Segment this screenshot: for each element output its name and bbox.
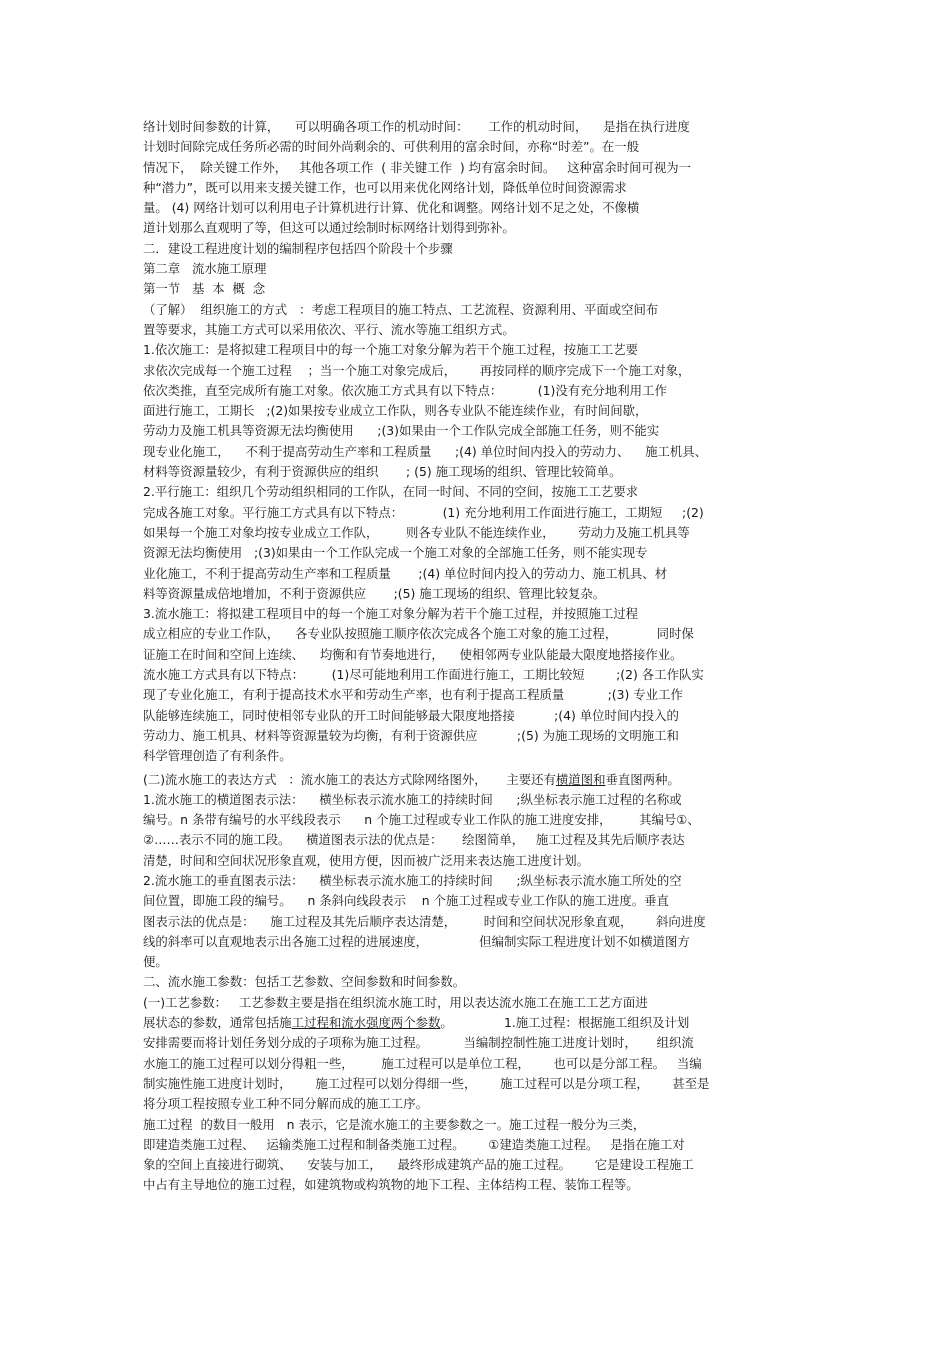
text-line: 求依次完成每一个施工过程 ；当一个施工对象完成后， 再按同样的顺序完成下一个施工对象， [143,362,691,378]
text-line: 即建造类施工过程、 运输类施工过程和制备类施工过程。 ①建造类施工过程。 是指在施工对 [143,1136,685,1152]
underlined-term: 横道图和 [555,771,606,787]
text-line: (一)工艺参数： 工艺参数主要是指在组织流水施工时，用以表达流水施工在施工工艺方面进 [143,994,648,1010]
text-segment: 垂直图两种 [605,771,668,787]
text-line: 材料等资源量较少，有利于资源供应的组织 ; (5) 施工现场的组织、管理比较简单。 [143,464,622,480]
text-line: 现专业化施工， 不利于提高劳动生产率和工程质量 ;(4) 单位时间内投入的劳动力、 施工机具、 [143,443,708,459]
text-line: 完成各施工对象。平行施工方式具有以下特点： (1) 充分地利用工作面进行施工，工期短 ;(2) [143,504,704,520]
text-line: 便。 [143,954,168,970]
text-line: 施工过程 的数目一般用 n 表示，它是流水施工的主要参数之一。施工过程一般分为三类， [143,1116,646,1132]
text-segment: 。 1.施工过程：根据施工组织及计划 [440,1015,690,1031]
text-line: 编号。n 条带有编号的水平线段表示 n 个施工过程或专业工作队的施工进度安排， 其编号①、 [143,812,700,828]
text-line: 流水施工方式具有以下特点： (1)尽可能地利用工作面进行施工，工期比较短 ;(2) 各工作队实 [143,667,704,683]
text-line: 计划时间除完成任务所必需的时间外尚剩余的、可供利用的富余时间，亦称“时差”。在一般 [143,139,640,155]
text-line: 队能够连续施工，同时使相邻专业队的开工时间能够最大限度地搭接 ;(4) 单位时间内投入的 [143,707,679,723]
text-line: 象的空间上直接进行砌筑、 安装与加工， 最终形成建筑产品的施工过程。 它是建设工程施工 [143,1157,694,1173]
text-line: 1.依次施工：是将拟建工程项目中的每一个施工对象分解为若干个施工过程，按施工工艺要 [143,342,639,358]
text-line: 料等资源量成倍地增加，不利于资源供应 ;(5) 施工现场的组织、管理比较复杂。 [143,585,606,601]
text-line: 图表示法的优点是： 施工过程及其先后顺序表达清楚， 时间和空间状况形象直观， 斜向进度 [143,913,706,929]
text-line: （了解） 组织施工的方式 ：考虑工程项目的施工特点、工艺流程、资源利用、平面或空间布 [143,301,659,317]
chapter-heading: 第二章 流水施工原理 [143,261,267,277]
text-line: 面进行施工，工期长 ;(2)如果按专业成立工作队，则各专业队不能连续作业，有时间间歇， [143,403,648,419]
text-line: 道计划那么直观明了等，但这可以通过绘制时标网络计划得到弥补。 [143,220,515,236]
text-line: 间位置，即施工段的编号。 n 条斜向线段表示 n 个施工过程或专业工作队的施工进度。垂直 [143,893,669,909]
body-text [143,117,813,1196]
section-heading: 二．建设工程进度计划的编制程序包括四个阶段十个步骤 [143,240,453,256]
text-line: 水施工的施工过程可以划分得粗一些， 施工过程可以是单位工程， 也可以是分部工程。 当编 [143,1055,702,1071]
text-line: 置等要求，其施工方式可以采用依次、平行、流水等施工组织方式。 [143,321,515,337]
text-segment: 展状态的参数，通常包括施 [143,1015,292,1031]
text-line: 现了专业化施工，有利于提高技术水平和劳动生产率，也有利于提高工程质量 ;(3) 专业工作 [143,687,683,703]
text-segment: (二)流水施工的表达方式 ：流水施工的表达方式除网络图外， 主要还有 [143,771,556,787]
text-line: 2.流水施工的垂直图表示法： 横坐标表示流水施工的持续时间 ;纵坐标表示流水施工所处的空 [143,872,682,888]
text-line: 业化施工，不利于提高劳动生产率和工程质量 ;(4) 单位时间内投入的劳动力、施工机具、材 [143,565,668,581]
text-line: 1.流水施工的横道图表示法： 横坐标表示流水施工的持续时间 ;纵坐标表示施工过程的名称或 [143,791,682,807]
text-line: 2.平行施工：组织几个劳动组织相同的工作队，在同一时间、不同的空间，按施工工艺要求 [143,484,639,500]
text-line: 科学管理创造了有利条件。 [143,748,292,764]
text-line: 依次类推，直至完成所有施工对象。依次施工方式具有以下特点： (1)没有充分地利用工作 [143,382,667,398]
text-line: 清楚，时间和空间状况形象直观，使用方便，因而被广泛用来表达施工进度计划。 [143,852,590,868]
section-heading: 二、流水施工参数：包括工艺参数、空间参数和时间参数。 [143,974,466,990]
text-line: 劳动力、施工机具、材料等资源量较为均衡，有利于资源供应 ;(5) 为施工现场的文明施工和 [143,727,679,743]
text-line: 安排需要而将计划任务划分成的子项称为施工过程。 当编制控制性施工进度计划时， 组织流 [143,1035,694,1051]
text-line: 劳动力及施工机具等资源无法均衡使用 ;(3)如果由一个工作队完成全部施工任务，则不能实 [143,423,660,439]
text-line: 络计划时间参数的计算， 可以明确各项工作的机动时间： 工作的机动时间， 是指在执行进度 [143,119,690,134]
text-line: 将分项工程按照专业工种不同分解而成的施工工序。 [143,1096,428,1112]
text-line [143,770,813,790]
text-line: 种“潜力”，既可以用来支援关键工作，也可以用来优化网络计划，降低单位时间资源需求 [143,179,627,195]
text-line: ②……表示不同的施工段。 横道图表示法的优点是： 绘图简单， 施工过程及其先后顺序表达 [143,832,685,848]
text-line: 线的斜率可以直观地表示出各施工过程的进展速度， 但编制实际工程进度计划不如横道图方 [143,933,690,949]
underlined-term: 工过程和流水强度两个参数 [291,1015,441,1031]
text-line: 资源无法均衡使用 ;(3)如果由一个工作队完成一个施工对象的全部施工任务，则不能实现专 [143,545,648,561]
text-line: 制实施性施工进度计划时， 施工过程可以划分得细一些， 施工过程可以是分项工程， 甚至是 [143,1075,710,1091]
text-line: 成立相应的专业工作队， 各专业队按照施工顺序依次完成各个施工对象的施工过程， 同时保 [143,626,694,642]
text-line: 3.流水施工：将拟建工程项目中的每一个施工对象分解为若干个施工过程，并按照施工过程 [143,606,639,622]
text-line: 情况下， 除关键工作外， 其他各项工作 ( 非关键工作 ) 均有富余时间。 这种富余时间可视为一 [143,159,692,175]
text-line: 证施工在时间和空间上连续、 均衡和有节奏地进行， 使相邻两专业队能最大限度地搭接作业。 [143,646,683,662]
text-line: 如果每一个施工对象均按专业成立工作队， 则各专业队不能连续作业， 劳动力及施工机具等 [143,524,690,540]
text-segment: 。 [667,771,680,787]
text-line [143,1013,813,1033]
text-line: 量。 (4) 网络计划可以利用电子计算机进行计算、优化和调整。网络计划不足之处，不像横 [143,200,640,216]
section-heading: 第一节 基 本 概 念 [143,281,266,297]
text-line: 中占有主导地位的施工过程，如建筑物或构筑物的地下工程、主体结构工程、装饰工程等。 [143,1177,639,1193]
